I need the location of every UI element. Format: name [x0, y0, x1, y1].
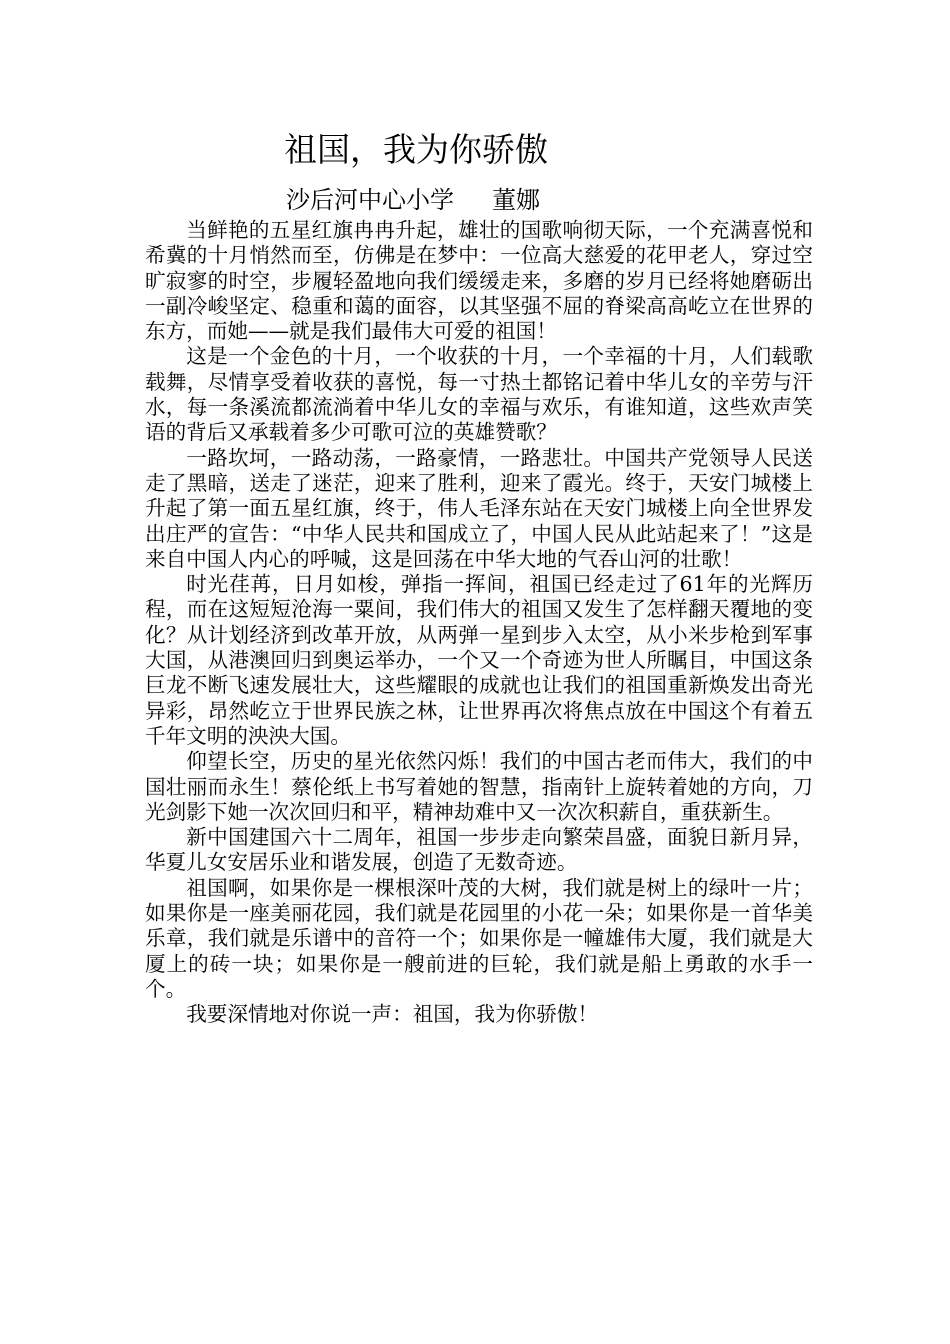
essay-body: [145, 218, 813, 1028]
paragraph: 时光荏苒，日月如梭，弹指一挥间，祖国已经走过了61年的光辉历程，而在这短短沧海一粟间，我们伟大的祖国又发生了怎样翻天覆地的变化？从计划经济到改革开放，从两弹一星到步入太空，从小米步枪到军事大国，从港澳回归到奥运举办，一个又一个奇迹为世人所瞩目，中国这条巨龙不断飞速发展壮大，这些耀眼的成就也让我们的祖国重新焕发出奇光异彩，昂然屹立于世界民族之林，让世界再次将焦点放在中国这个有着五千年文明的泱泱大国。: [145, 572, 813, 748]
paragraph: 当鲜艳的五星红旗冉冉升起，雄壮的国歌响彻天际，一个充满喜悦和希冀的十月悄然而至，仿佛是在梦中：一位高大慈爱的花甲老人，穿过空旷寂寥的时空，步履轻盈地向我们缓缓走来，多磨的岁月已经将她磨砺出一副冷峻坚定、稳重和蔼的面容，以其坚强不屈的脊梁高高屹立在世界的东方，而她——就是我们最伟大可爱的祖国！: [145, 218, 813, 344]
paragraph: 新中国建国六十二周年，祖国一步步走向繁荣昌盛，面貌日新月异，华夏儿女安居乐业和谐发展，创造了无数奇迹。: [145, 825, 813, 875]
paragraph: 仰望长空，历史的星光依然闪烁！我们的中国古老而伟大，我们的中国壮丽而永生！蔡伦纸上书写着她的智慧，指南针上旋转着她的方向，刀光剑影下她一次次回归和平，精神劫难中又一次次积薪自，重获新生。: [145, 749, 813, 824]
author-byline: [286, 180, 540, 220]
paragraph: 祖国啊，如果你是一棵根深叶茂的大树，我们就是树上的绿叶一片；如果你是一座美丽花园，我们就是花园里的小花一朵；如果你是一首华美乐章，我们就是乐谱中的音符一个；如果你是一幢雄伟大厦，我们就是大厦上的砖一块；如果你是一艘前进的巨轮，我们就是船上勇敢的水手一个。: [145, 875, 813, 1001]
paragraph: 这是一个金色的十月，一个收获的十月，一个幸福的十月，人们载歌载舞，尽情享受着收获的喜悦，每一寸热土都铭记着中华儿女的辛劳与汗水，每一条溪流都流淌着中华儿女的幸福与欢乐，有谁知道，这些欢声笑语的背后又承载着多少可歌可泣的英雄赞歌？: [145, 344, 813, 445]
author-name: 董娜: [492, 186, 540, 214]
paragraph: 一路坎坷，一路动荡，一路豪情，一路悲壮。中国共产党领导人民送走了黑暗，送走了迷茫，迎来了胜利，迎来了霞光。终于，天安门城楼上升起了第一面五星红旗，终于，伟人毛泽东站在天安门城楼上向全世界发出庄严的宣告：“中华人民共和国成立了，中国人民从此站起来了！”这是来自中国人内心的呼喊，这是回荡在中华大地的气吞山河的壮歌！: [145, 445, 813, 571]
document-title: 祖国，我为你骄傲: [284, 130, 548, 169]
author-school: 沙后河中心小学: [286, 186, 454, 214]
paragraph: 我要深情地对你说一声：祖国，我为你骄傲！: [186, 1002, 599, 1027]
